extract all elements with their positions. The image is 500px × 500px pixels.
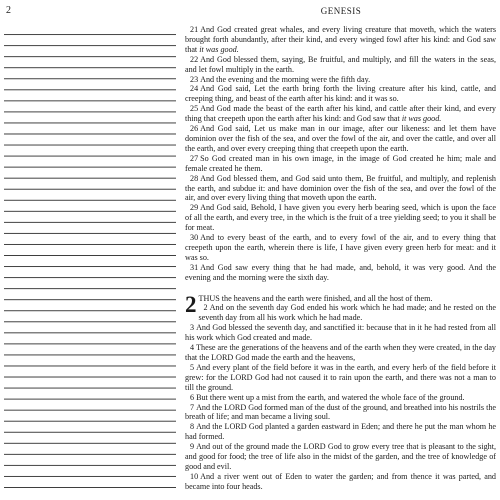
verse-number: 6 xyxy=(190,392,195,402)
verse-number: 3 xyxy=(190,323,195,333)
verse xyxy=(185,393,496,403)
verse-number: 30 xyxy=(190,233,199,243)
verse xyxy=(185,154,496,174)
verse xyxy=(185,472,496,492)
verse-number: 9 xyxy=(190,442,195,452)
verse xyxy=(185,233,496,263)
verse-text: So God created man in his own image, in the image of God created he him; male and female created he them. xyxy=(185,153,496,173)
verse xyxy=(185,323,496,343)
verse-text: And the LORD God formed man of the dust of the ground, and breathed into his nostrils the breath of life; and man became a living soul. xyxy=(185,402,496,422)
verse-text: And God said, Let us make man in our image, after our likeness: and let them have dominion over the fish of the sea, and over the fowl of the air, and over the cattle, and over all the earth, and over every creeping thing that creepeth upon the earth. xyxy=(185,124,496,153)
verse xyxy=(185,124,496,154)
verse-text: And God blessed them, and God said unto them, Be fruitful, and multiply, and replenish the earth, and subdue it: and have dominion over the fish of the sea, and over the fowl of the air, and over every living thing that moveth upon the earth. xyxy=(185,173,496,203)
journaling-lines[interactable] xyxy=(4,24,176,494)
verse-number: 26 xyxy=(190,124,199,134)
verse xyxy=(185,343,496,363)
verse-text: And the evening and the morning were the fifth day. xyxy=(200,74,371,84)
verse-text: And God saw every thing that he had made, and, behold, it was very good. And the evening and the morning were the sixth day. xyxy=(185,262,496,282)
verse-number: 27 xyxy=(190,153,199,163)
verse xyxy=(185,84,496,104)
verse xyxy=(185,174,496,204)
verse xyxy=(185,75,496,85)
verse-text: And God made the beast of the earth after his kind, and cattle after their kind, and every thing that creepeth upon the earth after his kind: and God saw that xyxy=(185,104,496,124)
verse-text: And God said, Let the earth bring forth the living creature after his kind, cattle, and creeping thing, and beast of the earth after his kind: and it was so. xyxy=(185,84,496,104)
verse xyxy=(185,104,496,124)
verse-number: 4 xyxy=(190,343,195,353)
chapter-number-dropcap: 2 xyxy=(185,291,197,317)
verse-text: And God said, Behold, I have given you every herb bearing seed, which is upon the face of all the earth, and every tree, in the which is the fruit of a tree yielding seed; to you it shall be for meat. xyxy=(185,203,496,233)
verse-number: 24 xyxy=(190,84,199,94)
verse xyxy=(185,55,496,75)
verse-number: 10 xyxy=(190,471,199,481)
verse-number: 29 xyxy=(190,203,199,213)
chapter-break xyxy=(185,283,496,294)
scripture-text-column xyxy=(185,25,496,496)
verse xyxy=(185,403,496,423)
verse-number: 25 xyxy=(190,104,199,114)
verse-number: 31 xyxy=(190,262,199,272)
verse xyxy=(185,363,496,393)
verse-number: 8 xyxy=(190,422,195,432)
running-head: GENESIS xyxy=(320,6,362,16)
verse xyxy=(185,442,496,472)
verse xyxy=(185,422,496,442)
verse-number: 7 xyxy=(190,402,195,412)
verse-italic-text: it was good. xyxy=(401,114,442,124)
verse-number: 21 xyxy=(190,25,199,34)
verse xyxy=(185,263,496,283)
verse-text: And a river went out of Eden to water the garden; and from thence it was parted, and became into four heads. xyxy=(185,471,496,491)
verse xyxy=(185,203,496,233)
verse-number: 5 xyxy=(190,362,195,372)
verse-text: But there went up a mist from the earth, and watered the whole face of the ground. xyxy=(196,392,465,402)
verse-number: 2 xyxy=(203,303,208,313)
verse-text: And to every beast of the earth, and to every fowl of the air, and to every thing that creepeth upon the earth, wherein there is life, I have given every green herb for meat: and it was so. xyxy=(185,233,496,262)
verse xyxy=(185,25,496,55)
verse-text: And on the seventh day God ended his work which he had made; and he rested on the seventh day from all his work which he had made. xyxy=(198,303,496,323)
page-number: 2 xyxy=(6,5,11,16)
verse-text: And out of the ground made the LORD God to grow every tree that is pleasant to the sight, and good for food; the tree of life also in the midst of the garden, and the tree of knowledge of good and evil. xyxy=(185,442,496,471)
verse-text: And God created great whales, and every living creature that moveth, which the waters brought forth abundantly, after their kind, and every winged fowl after his kind: and God saw that xyxy=(185,25,496,54)
chapter-opening-text: THUS the heavens and the earth were finished, and all the host of them. xyxy=(198,293,433,303)
verse xyxy=(185,303,496,323)
verse-text: And God blessed the seventh day, and sanctified it: because that in it he had rested from all his work which God created and made. xyxy=(185,323,496,343)
verse-italic-text: it was good. xyxy=(199,44,239,54)
verse-number: 22 xyxy=(190,54,199,64)
verse-text: And every plant of the field before it was in the earth, and every herb of the field before it grew: for the LORD God had not caused it to rain upon the earth, and there was not a man to till the ground. xyxy=(185,362,496,392)
verse-number: 28 xyxy=(190,173,199,183)
verse-text: These are the generations of the heavens and of the earth when they were created, in the day that the LORD God made the earth and the heavens, xyxy=(185,343,496,362)
verse-text: And the LORD God planted a garden eastward in Eden; and there he put the man whom he had formed. xyxy=(185,422,496,442)
verse-text: And God blessed them, saying, Be fruitful, and multiply, and fill the waters in the seas, and let fowl multiply in the earth. xyxy=(185,54,496,74)
verse-number: 23 xyxy=(190,74,199,84)
